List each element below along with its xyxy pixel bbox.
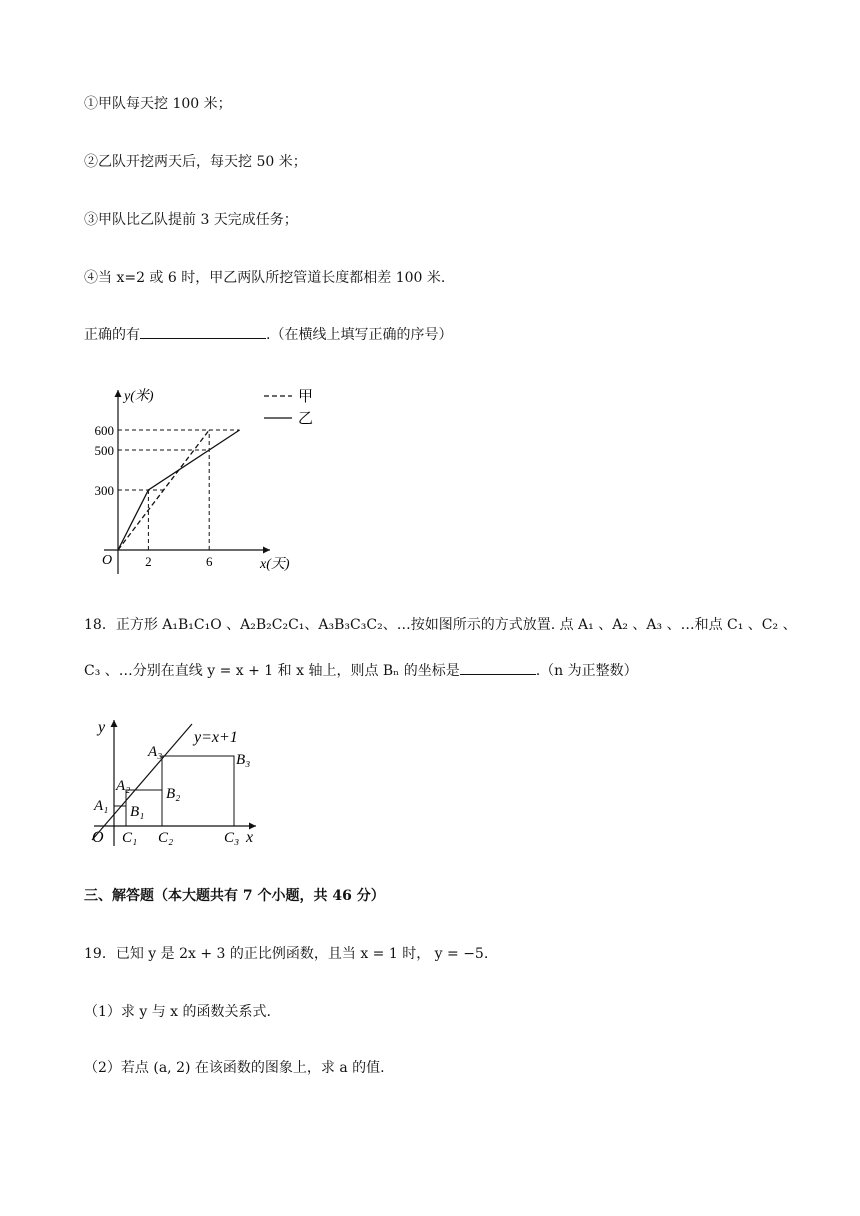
series-line-1 xyxy=(118,430,240,550)
q17-prompt-suffix: .（在横线上填写正确的序号） xyxy=(266,327,453,343)
q17-item-1: ①甲队每天挖 100 米； xyxy=(84,96,232,112)
q18-origin: O xyxy=(92,829,104,846)
x-tick-label-0: 2 xyxy=(145,554,152,569)
q17-y-label: y(米) xyxy=(124,389,154,404)
q19-part-1: （1）求 y 与 x 的函数关系式. xyxy=(84,1004,271,1020)
q18-line-y-eq-x-plus-1 xyxy=(92,724,192,840)
label-C3: C₃ xyxy=(224,830,240,846)
label-C2: C₂ xyxy=(158,830,174,846)
y-tick-label-2: 600 xyxy=(94,423,114,438)
label-B3: B₃ xyxy=(236,752,251,768)
q17-guide-lines xyxy=(118,430,240,550)
q17-origin: O xyxy=(102,553,113,568)
q18-x-label: x xyxy=(246,829,254,846)
y-tick-label-1: 500 xyxy=(94,443,114,458)
q17-series-lines xyxy=(118,430,240,550)
q18-line-label: y=x+1 xyxy=(194,729,238,746)
q18-line-1 xyxy=(84,615,797,635)
section-3-title: 三、解答题（本大题共有 7 个小题，共 46 分） xyxy=(84,888,385,904)
q17-prompt xyxy=(84,324,452,345)
q17-x-label: x(天) xyxy=(260,557,290,572)
q17-legend xyxy=(264,388,313,427)
q18-figure xyxy=(86,712,276,852)
q17-item-2: ②乙队开挖两天后，每天挖 50 米； xyxy=(84,154,307,170)
q17-item-4: ④当 x=2 或 6 时，甲乙两队所挖管道长度都相差 100 米. xyxy=(84,270,446,286)
legend-jia-label: 甲 xyxy=(298,389,314,405)
q19-part-2: （2）若点 (a, 2) 在该函数的图象上，求 a 的值. xyxy=(84,1060,385,1076)
q18-text-1: 正方形 A₁B₁C₁O 、A₂B₂C₂C₁、A₃B₃C₃C₂、…按如图所示的方式放置. 点 A₁ 、A₂ 、A₃ 、…和点 C₁ 、C₂ 、 xyxy=(115,617,797,633)
label-A2: A₂ xyxy=(116,778,131,794)
q17-prompt-prefix: 正确的有 xyxy=(84,327,140,343)
q17-tick-labels xyxy=(95,423,213,569)
label-C1: C₁ xyxy=(122,830,138,846)
q18-line-2 xyxy=(84,660,638,681)
series-line-0 xyxy=(118,430,209,550)
q17-chart xyxy=(86,384,326,584)
q17-answer-blank[interactable] xyxy=(140,324,266,339)
q17-item-3: ③甲队比乙队提前 3 天完成任务； xyxy=(84,212,298,228)
x-tick-label-1: 6 xyxy=(205,554,213,569)
label-B1: B₁ xyxy=(130,804,145,820)
label-B2: B₂ xyxy=(166,786,181,802)
legend-yi-label: 乙 xyxy=(298,411,314,427)
q18-y-label: y xyxy=(98,719,106,736)
y-tick-label-0: 300 xyxy=(94,483,114,498)
q18-text-2-prefix: C₃ 、…分别在直线 y = x + 1 和 x 轴上，则点 Bₙ 的坐标是 xyxy=(84,663,460,679)
q19-stem: 19．已知 y 是 2x + 3 的正比例函数，且当 x = 1 时， y = −5. xyxy=(84,946,489,962)
q18-text-2-suffix: .（n 为正整数） xyxy=(535,663,638,679)
q18-number: 18． xyxy=(84,617,116,633)
label-A3: A₃ xyxy=(148,744,163,760)
label-A1: A₁ xyxy=(94,798,109,814)
square-1 xyxy=(114,806,126,826)
q18-answer-blank[interactable] xyxy=(460,660,536,675)
